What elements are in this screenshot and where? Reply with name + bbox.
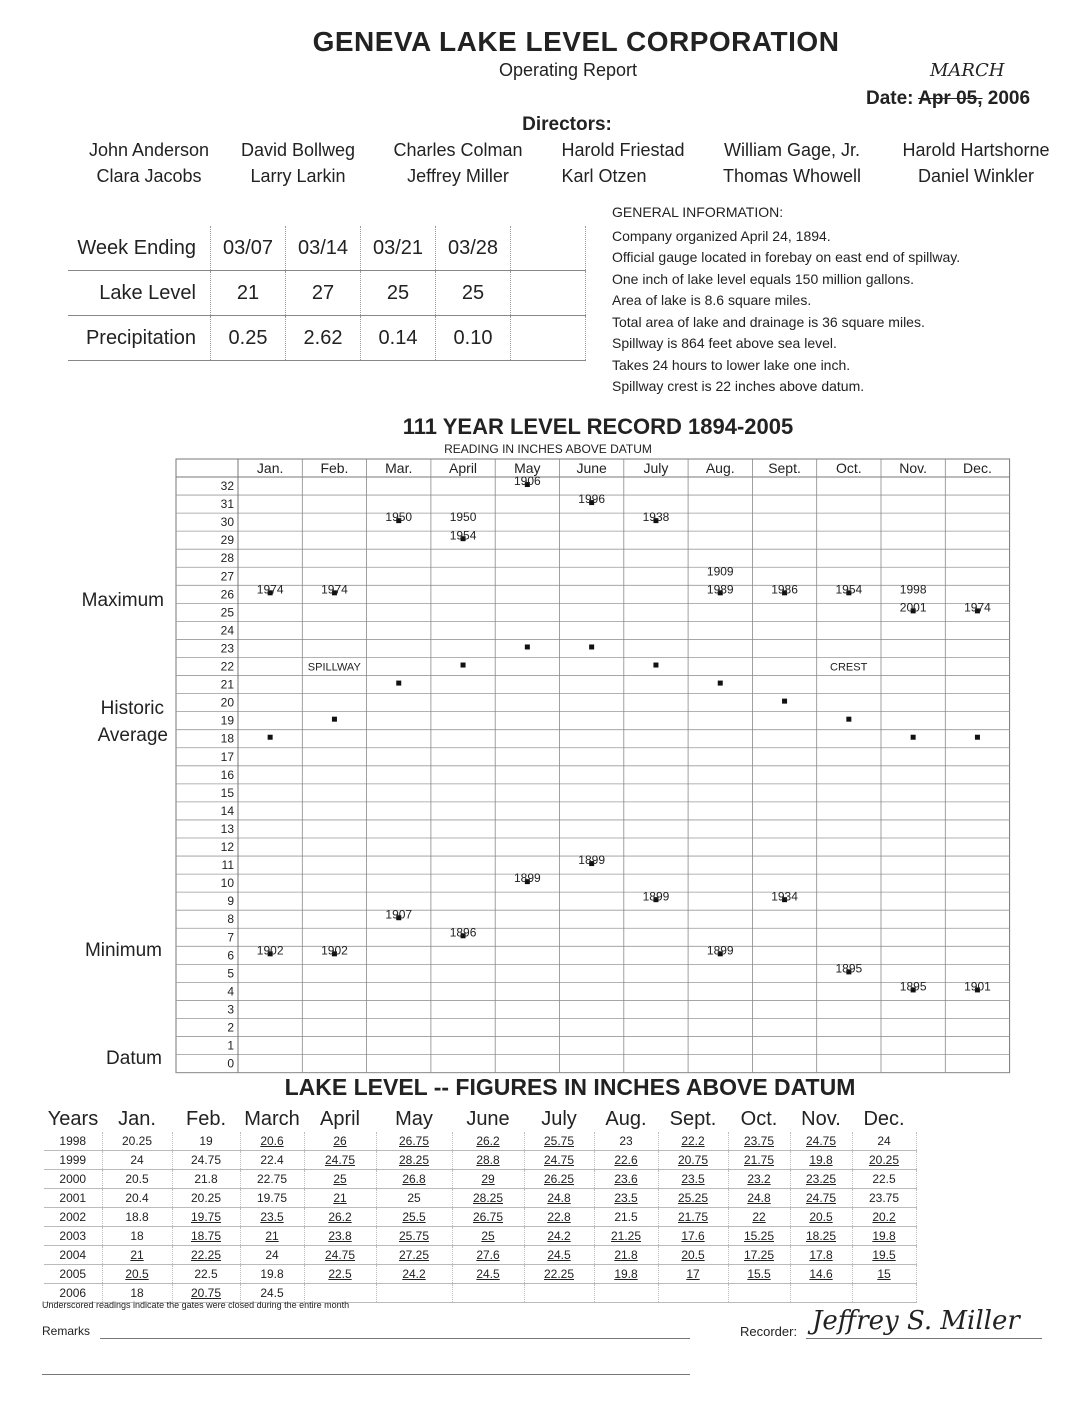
director-name: William Gage, Jr. (723, 140, 861, 160)
level-value-cell: 24 (102, 1151, 172, 1170)
handwritten-month: MARCH (930, 60, 1005, 81)
level-tick-label: 29 (220, 533, 234, 548)
minimum-year-label: 1902 (256, 943, 284, 958)
level-value-cell: 21 (102, 1246, 172, 1265)
level-value-cell: 25 (304, 1170, 376, 1189)
date-year: 2006 (987, 88, 1031, 109)
lake-level-row (44, 1208, 916, 1227)
level-value-cell: 20.75 (658, 1151, 728, 1170)
level-value-cell: 22.75 (240, 1170, 304, 1189)
level-value-cell: 22.4 (240, 1151, 304, 1170)
remarks-label: Remarks (42, 1324, 91, 1338)
year-cell: 2006 (44, 1284, 102, 1303)
lake-level-table (44, 1106, 917, 1303)
level-value-cell: 19.75 (172, 1208, 240, 1227)
maximum-year-label: 1986 (771, 582, 798, 597)
lake-level-row (44, 1227, 916, 1246)
minimum-year-label: 1899 (578, 853, 606, 868)
level-value-cell: 26.2 (452, 1132, 524, 1151)
maximum-year-label: 1974 (256, 582, 284, 597)
maximum-year-label: 1998 (899, 582, 927, 597)
remarks-line (100, 1338, 690, 1339)
level-value-cell: 20.25 (172, 1189, 240, 1208)
general-info-line: Company organized April 24, 1894. (612, 228, 831, 244)
level-tick-label: 15 (220, 785, 234, 800)
level-tick-label: 1 (227, 1038, 234, 1053)
month-header: Dec. (963, 460, 992, 476)
level-cell: 25 (436, 271, 511, 316)
level-value-cell (594, 1284, 658, 1303)
general-info-line: Spillway is 864 feet above sea level. (612, 335, 837, 351)
level-value-cell (452, 1284, 524, 1303)
level-value-cell: 20.5 (102, 1265, 172, 1284)
level-tick-label: 3 (227, 1002, 234, 1017)
year-cell: 2003 (44, 1227, 102, 1246)
maximum-year-label: 1950 (385, 510, 413, 525)
historic-average-marker (782, 699, 787, 704)
director-name: Thomas Whowell (722, 166, 862, 186)
level-value-cell: 20.5 (790, 1208, 852, 1227)
level-value-cell: 29 (452, 1170, 524, 1189)
report-subtitle: Operating Report (498, 60, 638, 80)
level-value-cell: 18.25 (790, 1227, 852, 1246)
level-tick-label: 9 (227, 894, 234, 909)
level-tick-label: 5 (227, 966, 234, 981)
level-value-cell: 18.75 (172, 1227, 240, 1246)
general-info-line: Official gauge located in forebay on east end of spillway. (612, 249, 961, 265)
date-struck: Apr 05, (918, 88, 983, 109)
maximum-year-label: 1906 (513, 474, 541, 489)
maximum-year-label: 1909 (706, 564, 734, 579)
directors-heading: Directors: (522, 114, 612, 135)
month-header: Jan. (256, 460, 284, 476)
level-tick-label: 28 (220, 551, 234, 566)
level-value-cell: 24.5 (240, 1284, 304, 1303)
recorder-signature: Jeffrey S. Miller (812, 1306, 1020, 1336)
level-value-cell (658, 1284, 728, 1303)
month-header: April (449, 460, 478, 476)
maximum-label: Maximum (81, 590, 164, 611)
director-name: Larry Larkin (250, 166, 346, 186)
level-value-cell: 25.75 (376, 1227, 452, 1246)
level-value-cell: 24.2 (524, 1227, 594, 1246)
level-value-cell: 19.8 (790, 1151, 852, 1170)
level-value-cell: 15.25 (728, 1227, 790, 1246)
level-tick-label: 19 (220, 713, 234, 728)
lake-level-column-header: Dec. (863, 1107, 905, 1130)
level-value-cell: 26 (304, 1132, 376, 1151)
level-value-cell: 23.8 (304, 1227, 376, 1246)
level-value-cell: 23 (594, 1132, 658, 1151)
year-cell: 1998 (44, 1132, 102, 1151)
level-value-cell: 24.8 (524, 1189, 594, 1208)
level-value-cell: 17.25 (728, 1246, 790, 1265)
level-tick-label: 0 (227, 1056, 234, 1071)
level-tick-label: 25 (220, 605, 234, 620)
level-value-cell: 19 (172, 1132, 240, 1151)
level-tick-label: 23 (220, 641, 234, 656)
director-name: Karl Otzen (561, 166, 647, 186)
date-label: Date: (866, 88, 914, 109)
level-value-cell: 22.8 (524, 1208, 594, 1227)
week-cell: 03/21 (361, 226, 436, 271)
lake-level-column-header: May (395, 1107, 433, 1130)
historic-average-marker (846, 717, 851, 722)
level-value-cell: 26.75 (452, 1208, 524, 1227)
level-value-cell: 15 (852, 1265, 916, 1284)
general-info-line: One inch of lake level equals 150 million gallons. (612, 271, 914, 287)
general-info-line: Takes 24 hours to lower lake one inch. (612, 357, 851, 373)
level-value-cell: 22.25 (524, 1265, 594, 1284)
level-tick-label: 2 (227, 1020, 234, 1035)
director-name: Clara Jacobs (96, 166, 202, 186)
level-value-cell: 15.5 (728, 1265, 790, 1284)
historic-average-marker (525, 644, 530, 649)
level-value-cell: 21.75 (658, 1208, 728, 1227)
level-value-cell: 28.25 (376, 1151, 452, 1170)
month-header: Aug. (705, 460, 735, 476)
director-name: David Bollweg (240, 140, 356, 160)
level-tick-label: 31 (220, 497, 234, 512)
lake-level-label: Lake Level (68, 271, 211, 316)
level-value-cell: 18 (102, 1284, 172, 1303)
historic-average-marker (975, 735, 980, 740)
level-value-cell: 23.75 (852, 1189, 916, 1208)
level-value-cell: 21.5 (594, 1208, 658, 1227)
maximum-year-label: 2001 (899, 600, 927, 615)
historic-average-marker (268, 735, 273, 740)
level-value-cell: 21.25 (594, 1227, 658, 1246)
level-value-cell: 24.75 (524, 1151, 594, 1170)
minimum-year-label: 1901 (964, 979, 991, 994)
level-value-cell: 26.75 (376, 1132, 452, 1151)
level-value-cell: 24.8 (728, 1189, 790, 1208)
maximum-year-label: 1989 (706, 582, 734, 597)
level-tick-label: 11 (221, 858, 234, 873)
general-info-line: Area of lake is 8.6 square miles. (612, 292, 812, 308)
week-cell: 03/28 (436, 226, 511, 271)
level-value-cell: 23.25 (790, 1170, 852, 1189)
level-value-cell: 20.6 (240, 1132, 304, 1151)
minimum-year-label: 1907 (385, 907, 413, 922)
precip-cell: 2.62 (286, 316, 361, 361)
level-value-cell: 20.4 (102, 1189, 172, 1208)
month-header: Oct. (836, 460, 862, 476)
year-cell: 2001 (44, 1189, 102, 1208)
level-value-cell: 20.5 (658, 1246, 728, 1265)
maximum-year-label: 1954 (835, 582, 863, 597)
week-ending-label: Week Ending (68, 226, 211, 271)
month-header: May (514, 460, 541, 476)
level-value-cell: 23.5 (594, 1189, 658, 1208)
lake-level-column-header: Sept. (669, 1107, 717, 1130)
spillway-label: SPILLWAY (307, 661, 361, 674)
lake-level-column-header: Years (47, 1107, 99, 1130)
month-header: Mar. (385, 460, 413, 476)
maximum-year-label: 1950 (449, 510, 477, 525)
record-title: 111 YEAR LEVEL RECORD 1894-2005 (402, 414, 794, 439)
level-tick-label: 18 (220, 731, 234, 746)
level-value-cell: 25.5 (376, 1208, 452, 1227)
historic-average-marker (332, 717, 337, 722)
level-value-cell: 26.2 (304, 1208, 376, 1227)
level-value-cell: 24.75 (172, 1151, 240, 1170)
month-header: Feb. (320, 460, 349, 476)
historic-average-marker (396, 681, 401, 686)
level-value-cell: 18 (102, 1227, 172, 1246)
recorder-line (806, 1338, 1042, 1339)
level-value-cell: 21.8 (172, 1170, 240, 1189)
crest-label: CREST (830, 661, 868, 674)
general-info-line: Spillway crest is 22 inches above datum. (612, 378, 865, 394)
director-name: Jeffrey Miller (407, 166, 509, 186)
level-value-cell: 17.6 (658, 1227, 728, 1246)
historic-average-marker (718, 681, 723, 686)
year-cell: 1999 (44, 1151, 102, 1170)
minimum-year-label: 1895 (835, 961, 863, 976)
level-value-cell: 22.6 (594, 1151, 658, 1170)
level-value-cell: 19.8 (852, 1227, 916, 1246)
remarks-line-2 (42, 1374, 690, 1375)
year-cell: 2004 (44, 1246, 102, 1265)
level-cell: 25 (361, 271, 436, 316)
level-value-cell: 24.75 (304, 1151, 376, 1170)
month-header: June (576, 460, 607, 476)
month-header: July (643, 460, 669, 476)
level-value-cell: 20.2 (852, 1208, 916, 1227)
level-tick-label: 30 (220, 515, 234, 530)
level-value-cell: 22.5 (172, 1265, 240, 1284)
level-value-cell: 24.75 (790, 1132, 852, 1151)
level-value-cell: 19.8 (240, 1265, 304, 1284)
level-tick-label: 14 (220, 803, 234, 818)
level-tick-label: 32 (220, 479, 234, 494)
lake-level-row (44, 1246, 916, 1265)
level-tick-label: 13 (220, 821, 234, 836)
level-value-cell: 23.6 (594, 1170, 658, 1189)
level-value-cell: 25 (452, 1227, 524, 1246)
month-header: Sept. (768, 460, 801, 476)
level-tick-label: 22 (220, 659, 234, 674)
level-value-cell: 21.8 (594, 1246, 658, 1265)
lake-level-header-row (44, 1106, 916, 1132)
level-value-cell: 14.6 (790, 1265, 852, 1284)
year-cell: 2002 (44, 1208, 102, 1227)
director-name: Charles Colman (393, 140, 523, 160)
level-tick-label: 4 (227, 984, 234, 999)
lake-level-column-header: Jan. (118, 1107, 156, 1130)
lake-level-column-header: Aug. (605, 1107, 647, 1130)
level-value-cell: 24 (240, 1246, 304, 1265)
level-value-cell (852, 1284, 916, 1303)
level-value-cell (790, 1284, 852, 1303)
lake-level-row (44, 1132, 916, 1151)
level-tick-label: 24 (220, 623, 234, 638)
level-value-cell: 24.5 (452, 1265, 524, 1284)
maximum-year-label: 1954 (449, 528, 477, 543)
level-value-cell: 23.75 (728, 1132, 790, 1151)
historic-average-marker (461, 663, 466, 668)
level-tick-label: 17 (220, 749, 234, 764)
level-value-cell: 24.5 (524, 1246, 594, 1265)
precip-cell: 0.14 (361, 316, 436, 361)
level-value-cell: 19.5 (852, 1246, 916, 1265)
level-value-cell: 17.8 (790, 1246, 852, 1265)
level-value-cell: 26.25 (524, 1170, 594, 1189)
underscore-note: Underscored readings indicate the gates were closed during the entire month (42, 1300, 350, 1310)
lake-level-column-header: Feb. (185, 1107, 227, 1130)
lake-level-row (44, 1265, 916, 1284)
level-value-cell: 22.25 (172, 1246, 240, 1265)
level-value-cell: 20.75 (172, 1284, 240, 1303)
level-tick-label: 16 (220, 767, 234, 782)
level-tick-label: 27 (220, 569, 234, 584)
lake-level-row (44, 1151, 916, 1170)
average-label: Average (97, 725, 168, 746)
maximum-year-label: 1996 (578, 492, 606, 507)
level-value-cell: 17 (658, 1265, 728, 1284)
level-value-cell: 20.5 (102, 1170, 172, 1189)
level-tick-label: 10 (220, 876, 234, 891)
level-value-cell: 21 (304, 1189, 376, 1208)
lake-level-column-header: March (244, 1107, 300, 1130)
level-value-cell: 24.2 (376, 1265, 452, 1284)
level-value-cell: 25.75 (524, 1132, 594, 1151)
level-value-cell: 23.2 (728, 1170, 790, 1189)
historic-label: Historic (100, 698, 164, 719)
level-value-cell: 23.5 (240, 1208, 304, 1227)
week-cell: 03/07 (211, 226, 286, 271)
level-value-cell: 28.25 (452, 1189, 524, 1208)
lake-level-column-header: April (319, 1107, 360, 1130)
record-subtitle: READING IN INCHES ABOVE DATUM (444, 442, 652, 456)
level-value-cell (524, 1284, 594, 1303)
level-value-cell: 22 (728, 1208, 790, 1227)
maximum-year-label: 1974 (964, 600, 991, 615)
level-value-cell: 27.25 (376, 1246, 452, 1265)
maximum-year-label: 1938 (642, 510, 670, 525)
lake-level-column-header: Nov. (801, 1107, 841, 1130)
lake-level-column-header: June (466, 1107, 510, 1130)
general-info-line: Total area of lake and drainage is 36 square miles. (612, 314, 925, 330)
level-cell: 21 (211, 271, 286, 316)
level-tick-label: 20 (220, 695, 234, 710)
level-value-cell: 22.5 (304, 1265, 376, 1284)
year-cell: 2000 (44, 1170, 102, 1189)
level-value-cell: 27.6 (452, 1246, 524, 1265)
level-tick-label: 12 (220, 840, 234, 855)
level-value-cell: 21.75 (728, 1151, 790, 1170)
level-cell: 27 (286, 271, 361, 316)
general-info-heading: GENERAL INFORMATION: (612, 204, 784, 220)
director-name: Harold Friestad (561, 140, 685, 160)
level-value-cell: 25.25 (658, 1189, 728, 1208)
level-value-cell: 24 (852, 1132, 916, 1151)
level-value-cell: 18.8 (102, 1208, 172, 1227)
level-tick-label: 26 (220, 587, 234, 602)
level-value-cell: 24.75 (304, 1246, 376, 1265)
lake-level-row (44, 1170, 916, 1189)
level-value-cell: 19.75 (240, 1189, 304, 1208)
week-cell: 03/14 (286, 226, 361, 271)
level-value-cell (728, 1284, 790, 1303)
report-title: GENEVA LAKE LEVEL CORPORATION (312, 26, 840, 57)
datum-label: Datum (106, 1048, 162, 1069)
level-value-cell: 25 (376, 1189, 452, 1208)
historic-average-marker (911, 735, 916, 740)
minimum-label: Minimum (84, 940, 162, 961)
lake-level-column-header: July (541, 1107, 577, 1130)
director-name: Daniel Winkler (917, 166, 1035, 186)
recorder-label: Recorder: (740, 1324, 798, 1339)
level-value-cell: 22.2 (658, 1132, 728, 1151)
level-value-cell: 20.25 (852, 1151, 916, 1170)
year-cell: 2005 (44, 1265, 102, 1284)
level-tick-label: 6 (227, 948, 234, 963)
level-tick-label: 7 (227, 930, 234, 945)
director-name: John Anderson (88, 140, 210, 160)
level-value-cell: 24.75 (790, 1189, 852, 1208)
minimum-year-label: 1934 (771, 889, 798, 904)
level-tick-label: 8 (227, 912, 234, 927)
lake-level-column-header: Oct. (740, 1107, 778, 1130)
minimum-year-label: 1899 (642, 889, 670, 904)
minimum-year-label: 1899 (706, 943, 734, 958)
level-value-cell: 22.5 (852, 1170, 916, 1189)
level-tick-label: 21 (220, 677, 234, 692)
level-value-cell (376, 1284, 452, 1303)
lake-level-title: LAKE LEVEL -- FIGURES IN INCHES ABOVE DATUM (284, 1074, 856, 1100)
level-value-cell: 23.5 (658, 1170, 728, 1189)
lake-level-row (44, 1189, 916, 1208)
director-name: Harold Hartshorne (902, 140, 1050, 160)
precip-cell: 0.10 (436, 316, 511, 361)
historic-average-marker (589, 644, 594, 649)
level-value-cell: 20.25 (102, 1132, 172, 1151)
maximum-year-label: 1974 (321, 582, 348, 597)
minimum-year-label: 1896 (449, 925, 477, 940)
minimum-year-label: 1895 (899, 979, 927, 994)
minimum-year-label: 1899 (513, 871, 541, 886)
precip-cell: 0.25 (211, 316, 286, 361)
level-value-cell: 21 (240, 1227, 304, 1246)
precipitation-label: Precipitation (68, 316, 211, 361)
historic-average-marker (653, 663, 658, 668)
level-value-cell: 19.8 (594, 1265, 658, 1284)
level-value-cell: 26.8 (376, 1170, 452, 1189)
minimum-year-label: 1902 (321, 943, 348, 958)
level-value-cell: 28.8 (452, 1151, 524, 1170)
month-header: Nov. (899, 460, 928, 476)
